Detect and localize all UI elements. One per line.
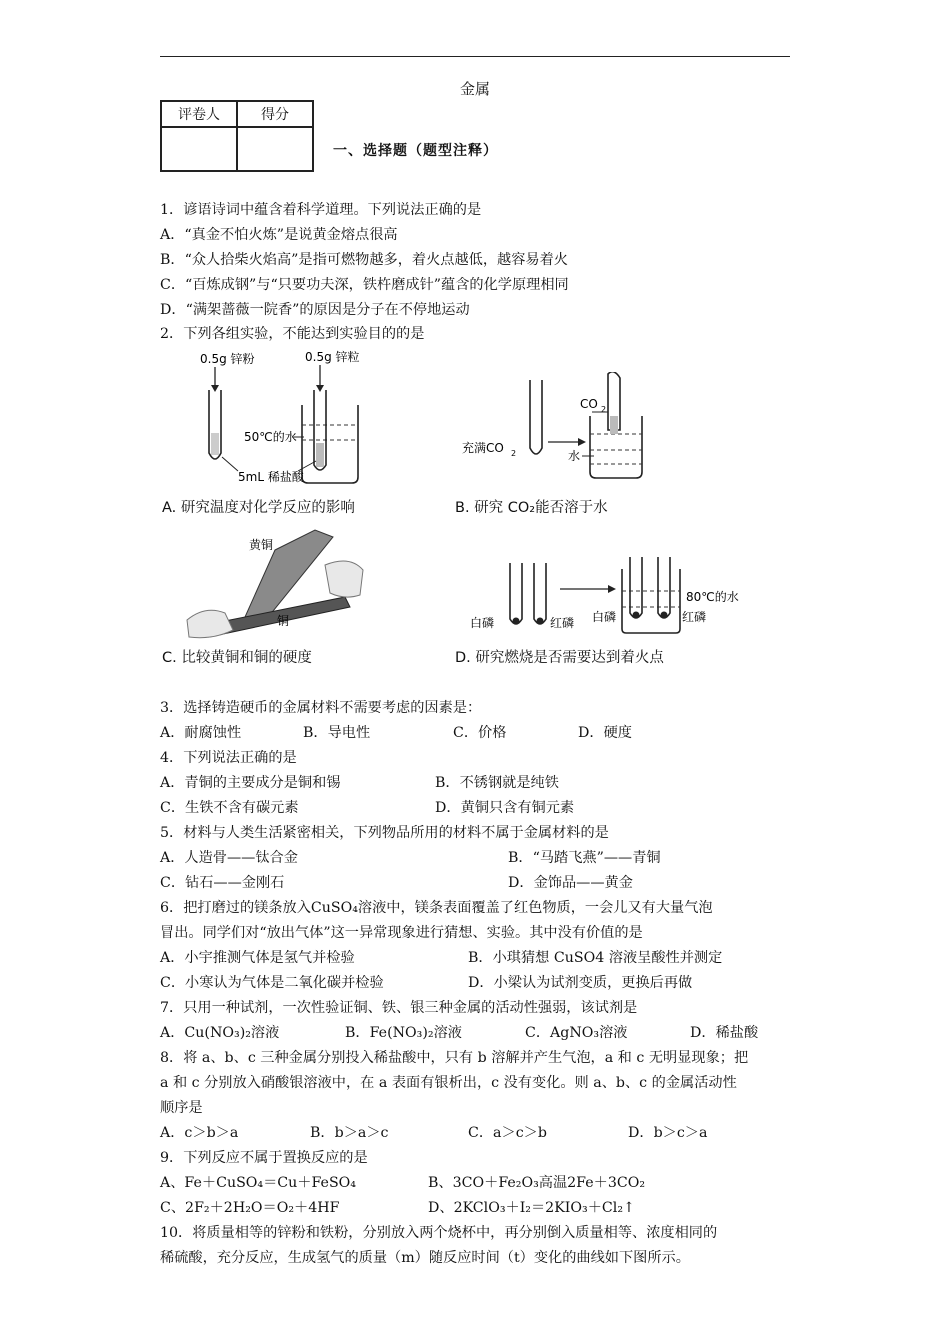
option: D．稀盐酸	[690, 1025, 759, 1041]
option: A．小宇推测气体是氢气并检验	[160, 950, 355, 966]
section-heading: 一、选择题（题型注释）	[333, 143, 498, 159]
question-stem: 9．下列反应不属于置换反应的是	[160, 1150, 368, 1166]
option: C．a＞c＞b	[468, 1125, 547, 1141]
option: B．小琪猜想 CuSO4 溶液呈酸性并测定	[468, 950, 723, 966]
figure-d-ignition-point	[470, 555, 740, 635]
label-copper: 铜	[277, 614, 290, 628]
option: C．价格	[453, 725, 507, 741]
option: A．耐腐蚀性	[160, 725, 242, 741]
score-cell	[237, 127, 313, 171]
figure-caption-b: B. 研究 CO₂能否溶于水	[455, 500, 608, 516]
option: B．导电性	[303, 725, 371, 741]
question-stem: 3．选择铸造硬币的金属材料不需要考虑的因素是：	[160, 700, 482, 716]
label-zinc-powder: 0.5g 锌粉	[200, 352, 255, 366]
option: C．AgNO₃溶液	[525, 1025, 628, 1041]
label-co2-subscript: 2	[601, 405, 607, 414]
grading-table	[160, 100, 314, 172]
option: D．硬度	[578, 725, 632, 741]
question-stem-continued: 冒出。同学们对“放出气体”这一异常现象进行猜想、实验。其中没有价值的是	[160, 925, 643, 941]
figure-caption-d: D. 研究燃烧是否需要达到着火点	[455, 650, 664, 666]
option: A．青铜的主要成分是铜和锡	[160, 775, 341, 791]
option: D．“满架蔷薇一院香”的原因是分子在不停地运动	[160, 302, 470, 318]
page-title: 金属	[459, 80, 490, 98]
label-filled-co2: 充满CO	[462, 441, 504, 455]
question-stem: 6．把打磨过的镁条放入CuSO₄溶液中，镁条表面覆盖了红色物质，一会儿又有大量气泡	[160, 900, 713, 916]
question-stem: 8．将 a、b、c 三种金属分别投入稀盐酸中，只有 b 溶解并产生气泡，a 和 c 无明显现象；把	[160, 1050, 749, 1066]
label-water: 水	[568, 449, 581, 463]
question-stem-continued: 顺序是	[160, 1100, 203, 1116]
label-brass: 黄铜	[249, 538, 274, 552]
option: C．生铁不含有碳元素	[160, 800, 299, 816]
option: D、2KClO₃＋I₂＝2KIO₃＋Cl₂↑	[428, 1200, 635, 1216]
option: A．c＞b＞a	[160, 1125, 239, 1141]
question-stem-continued: 稀硫酸，充分反应，生成氢气的质量（m）随反应时间（t）变化的曲线如下图所示。	[160, 1250, 690, 1266]
question-stem-continued: a 和 c 分别放入硝酸银溶液中，在 a 表面有银析出，c 没有变化。则 a、b、c 的金属活动性	[160, 1075, 737, 1091]
option: B．b＞a＞c	[310, 1125, 389, 1141]
option: C．“百炼成钢”与“只要功夫深，铁杵磨成针”蕴含的化学原理相同	[160, 277, 569, 293]
option: A．“真金不怕火炼”是说黄金熔点很高	[160, 227, 398, 243]
label-80c-water: 80℃的水	[686, 590, 739, 604]
question-stem: 2．下列各组实验，不能达到实验目的的是	[160, 326, 425, 342]
label-dilute-hcl: 5mL 稀盐酸	[238, 470, 304, 484]
option: D．b＞c＞a	[628, 1125, 708, 1141]
question-stem: 1．谚语诗词中蕴含着科学道理。下列说法正确的是	[160, 202, 482, 218]
option: B．“众人拾柴火焰高”是指可燃物越多，着火点越低，越容易着火	[160, 252, 568, 268]
label-zinc-granule: 0.5g 锌粒	[305, 350, 360, 364]
option: A、Fe＋CuSO₄＝Cu＋FeSO₄	[160, 1175, 356, 1191]
figure-c-hardness	[185, 525, 365, 640]
figure-b-co2-solubility	[460, 372, 660, 482]
option: C．钻石——金刚石	[160, 875, 285, 891]
label-white-phosphorus-2: 白磷	[592, 610, 617, 624]
figure-caption-c: C. 比较黄铜和铜的硬度	[162, 650, 312, 666]
option: D．金饰品——黄金	[508, 875, 633, 891]
option: A．Cu(NO₃)₂溶液	[160, 1025, 280, 1041]
reviewer-header: 评卷人	[161, 101, 237, 127]
option: B．不锈钢就是纯铁	[435, 775, 559, 791]
label-50c-water: 50℃的水	[244, 430, 297, 444]
label-red-phosphorus-2: 红磷	[682, 610, 707, 624]
label-red-phosphorus: 红磷	[550, 616, 575, 630]
label-filled-co2-subscript: 2	[511, 449, 517, 458]
figure-caption-a: A. 研究温度对化学反应的影响	[162, 500, 355, 516]
header-rule	[160, 56, 790, 57]
question-stem: 10．将质量相等的锌粉和铁粉，分别放入两个烧杯中，再分别倒入质量相等、浓度相同的	[160, 1225, 718, 1241]
option: B．“马踏飞燕”——青铜	[508, 850, 661, 866]
score-header: 得分	[237, 101, 313, 127]
reviewer-cell	[161, 127, 237, 171]
question-stem: 4．下列说法正确的是	[160, 750, 297, 766]
option: D．黄铜只含有铜元素	[435, 800, 575, 816]
option: C、2F₂＋2H₂O＝O₂＋4HF	[160, 1200, 340, 1216]
figure-a-zinc-temperature	[180, 345, 450, 490]
label-white-phosphorus: 白磷	[470, 616, 495, 630]
option: D．小梁认为试剂变质，更换后再做	[468, 975, 693, 991]
label-co2: CO	[580, 397, 598, 411]
option: B．Fe(NO₃)₂溶液	[345, 1025, 462, 1041]
question-stem: 5．材料与人类生活紧密相关，下列物品所用的材料不属于金属材料的是	[160, 825, 609, 841]
option: B、3CO＋Fe₂O₃高温2Fe＋3CO₂	[428, 1175, 646, 1191]
question-stem: 7．只用一种试剂，一次性验证铜、铁、银三种金属的活动性强弱，该试剂是	[160, 1000, 638, 1016]
option: C．小寒认为气体是二氧化碳并检验	[160, 975, 384, 991]
option: A．人造骨——钛合金	[160, 850, 298, 866]
